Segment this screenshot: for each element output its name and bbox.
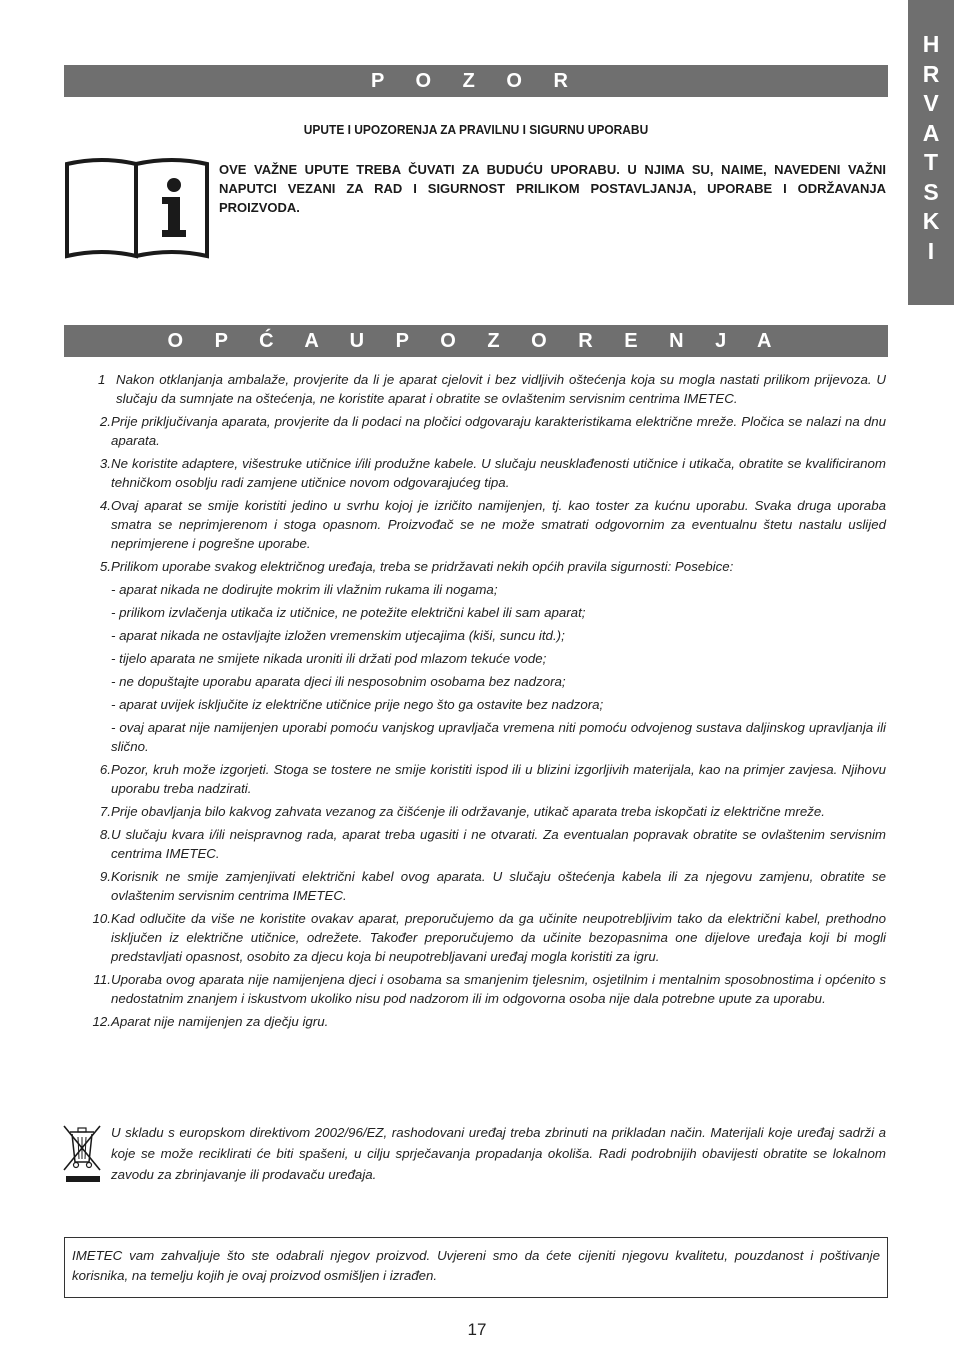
list-item-text: Prilikom uporabe svakog električnog uređaja, treba se pridržavati nekih općih pravila sigurnosti: Posebice: — [111, 559, 734, 574]
safety-rules-sublist — [111, 580, 886, 756]
list-item — [80, 496, 886, 553]
pozor-warning-text: OVE VAŽNE UPUTE TREBA ČUVATI ZA BUDUĆU UPORABU. U NJIMA SU, NAIME, NAVEDENI VAŽNI NAPUTCI VEZANI ZA RAD I SIGURNOST PRILIKOM POSTAVLJANJA, UPORABE I ODRŽAVANJA PROIZVODA. — [219, 162, 886, 215]
sublist-item: - aparat uvijek isključite iz električne utičnice prije nego što ga ostavite bez nadzora; — [111, 697, 604, 712]
language-tab-letter: S — [923, 178, 939, 205]
list-item-number: 8. — [99, 827, 111, 842]
language-tab-letter: T — [923, 149, 939, 175]
list-item — [80, 760, 886, 798]
info-book-icon — [64, 152, 212, 262]
sublist-item: - aparat nikada ne ostavljajte izložen vremenskim utjecajima (kiši, suncu itd.); — [111, 628, 565, 643]
list-item-text: Aparat nije namijenjen za dječju igru. — [111, 1014, 329, 1029]
list-item — [80, 454, 886, 492]
list-item-text: Kad odlučite da više ne koristite ovakav aparat, preporučujemo da ga učinite neupotrebljivim tako da električni kabel, prethodno isključen iz električne utičnice, odrežete. Također preporučujemo da učinite bezopasnima one dijelove uređaja koji bi mogli predstavljati opasnost, osobito za djecu koja bi neupotrebljavani uređaj mogla koristiti za igru. — [111, 911, 886, 964]
list-item-number: 10. — [92, 911, 111, 926]
weee-disposal-text: U skladu s europskom direktivom 2002/96/EZ, rashodovani uređaj treba zbrinuti na prikladan način. Materijali koje uređaj sadrži a koje se može reciklirati će biti spašeni, u cilju sprječavanja propadanja okoliša. Radi podrobnijih obavijesti obratite se lokalnom zavodu za zbrinjavanje ili prodavaču uređaja. — [111, 1125, 886, 1182]
list-item-number: 9. — [99, 869, 111, 884]
sublist-item: - ovaj aparat nije namijenjen uporabi pomoću vanjskog upravljača vremena niti pomoću odvojenog sustava daljinskog upravljanja ili slično. — [111, 720, 886, 754]
list-item-number: 2. — [99, 414, 111, 429]
language-tab-letter: V — [923, 90, 939, 116]
list-item — [80, 1012, 886, 1031]
list-item — [80, 909, 886, 966]
list-item-number: 7. — [99, 804, 111, 819]
pozor-heading: P O Z O R — [64, 65, 888, 97]
pozor-subtitle: UPUTE I UPOZORENJA ZA PRAVILNU I SIGURNU UPORABU — [303, 122, 649, 137]
list-item — [80, 412, 886, 450]
language-tab-letter: R — [922, 60, 940, 87]
language-tab-letter: H — [922, 31, 940, 57]
list-item-text: Korisnik ne smije zamjenjivati električni kabel ovog aparata. U slučaju oštećenja kabela ili za njegovu zamjenu, obratite se ovlaštenim servisnim centrima IMETEC. — [111, 869, 886, 903]
list-item-text: Pozor, kruh može izgorjeti. Stoga se tostere ne smije koristiti ispod ili u blizini izgorljivih materijala, kao na primjer zavjesa. Njihovu uporabu treba nadzirati. — [111, 762, 886, 796]
list-item — [80, 370, 886, 408]
list-item — [80, 970, 886, 1008]
list-item-text: Prije priključivanja aparata, provjerite da li podaci na pločici odgovaraju karakteristikama električne mreže. Pločica se nalazi na dnu aparata. — [111, 414, 886, 448]
list-item-number: 3. — [99, 456, 111, 471]
list-item — [80, 557, 886, 576]
sublist-item: - prilikom izvlačenja utikača iz utičnice, ne potežite električni kabel ili sam aparat; — [111, 605, 586, 620]
warnings-list — [80, 370, 886, 1035]
list-item — [80, 802, 886, 821]
thank-you-box: IMETEC vam zahvaljuje što ste odabrali njegov proizvod. Uvjereni smo da ćete cijeniti njegovu kvalitetu, pouzdanost i poštivanje korisnika, na temelju kojih je ovaj proizvod osmišljen i izrađen. — [64, 1237, 888, 1298]
list-item — [80, 867, 886, 905]
list-item-text: U slučaju kvara i/ili neispravnog rada, aparat treba ugasiti i ne otvarati. Za eventualan popravak obratite se ovlaštenim servisnim centrima IMETEC. — [111, 827, 886, 861]
list-item-text: Nakon otklanjanja ambalaže, provjerite da li je aparat cjelovit i bez vidljivih oštećenja koja su mogla nastati prilikom prijevoza. U slučaju da sumnjate na oštećenja, ne koristite aparat i obratite se ovlaštenim servisnim centrima IMETEC. — [116, 372, 886, 406]
language-tab-letter: K — [922, 208, 940, 234]
language-tab-letter: I — [927, 237, 935, 264]
list-item-number: 12. — [92, 1014, 111, 1029]
crossed-bin-icon — [62, 1122, 102, 1184]
list-item-text: Ovaj aparat se smije koristiti jedino u svrhu kojoj je izričito namijenjen, tj. kao toster za kućnu uporabu. Svaka druga uporaba smatra se neprimjerenom i stoga opasnom. Proizvođač se ne može smatrati odgovornim za eventualnu štetu nastalu uslijed neprimjerene i pogrešne uporabe. — [111, 498, 886, 551]
list-item-number: 4. — [99, 498, 111, 513]
list-item-number: 6. — [99, 762, 111, 777]
list-item-number: 1 — [98, 372, 106, 387]
list-item-number: 11. — [93, 972, 111, 987]
list-item — [80, 825, 886, 863]
opca-upozorenja-heading: O P Ć A U P O Z O R E N J A — [64, 325, 888, 357]
page-number: 17 — [467, 1320, 487, 1339]
list-item-text: Ne koristite adaptere, višestruke utičnice i/ili produžne kabele. U slučaju neusklađenosti utičnice i utikača, obratite se kvalificiranom tehničkom osoblju radi zamjene utičnice novom odgovarajućeg tipa. — [111, 456, 886, 490]
list-item-number: 5. — [99, 559, 111, 574]
language-tab — [908, 0, 954, 305]
list-item-text: Prije obavljanja bilo kakvog zahvata vezanog za čišćenje ili održavanje, utikač aparata treba iskopčati iz električne mreže. — [111, 804, 825, 819]
list-item-text: Uporaba ovog aparata nije namijenjena djeci i osobama sa smanjenim tjelesnim, osjetilnim i mentalnim sposobnostima i općenito s nedostatnim znanjem i iskustvom ukoliko nisu pod nadzorom ili im odgovorna osoba nije dala potrebne upute za uporabu. — [111, 972, 886, 1006]
language-tab-letter: A — [922, 119, 940, 146]
sublist-item: - ne dopuštajte uporabu aparata djeci ili nesposobnim osobama bez nadzora; — [111, 674, 566, 689]
sublist-item: - aparat nikada ne dodirujte mokrim ili vlažnim rukama ili nogama; — [111, 582, 498, 597]
sublist-item: - tijelo aparata ne smijete nikada uroniti ili držati pod mlazom tekuće vode; — [111, 651, 547, 666]
